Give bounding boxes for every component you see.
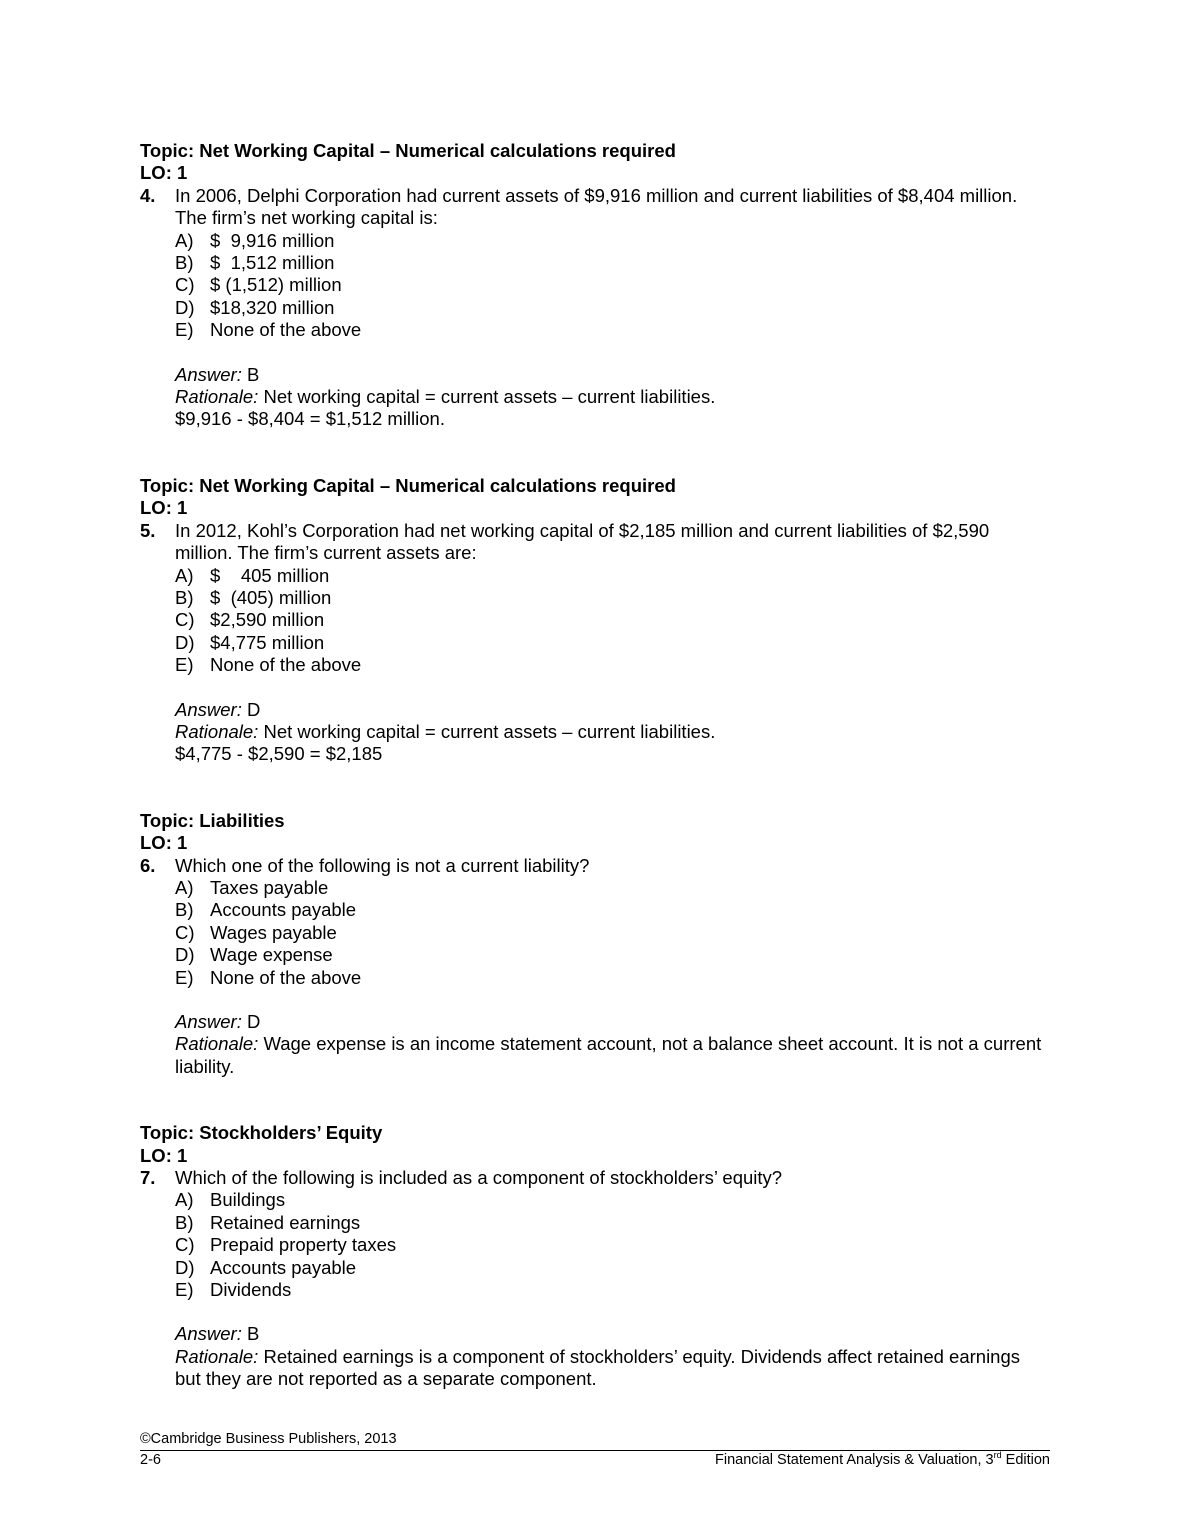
answer-value: B	[246, 1323, 260, 1345]
option-text: Wage expense	[210, 944, 333, 966]
option-text: Dividends	[210, 1279, 292, 1301]
question-number: 6.	[140, 854, 156, 876]
answer-label: Answer:	[175, 1011, 242, 1032]
question-text: In 2006, Delphi Corporation had current assets of $9,916 million and current liabilities of $8,404 million. The firm’s net working capital is:	[175, 184, 1018, 229]
option-e	[175, 1279, 1050, 1301]
option-text: $ (405) million	[210, 586, 332, 608]
option-e	[175, 967, 1050, 989]
copyright-notice: ©Cambridge Business Publishers, 2013	[140, 1431, 397, 1447]
option-list	[175, 1189, 1050, 1301]
option-b	[175, 252, 1050, 274]
option-text: None of the above	[210, 654, 362, 676]
answer-line	[175, 1323, 1050, 1345]
option-letter: B)	[175, 1211, 194, 1233]
page-number: 2-6	[140, 1452, 161, 1468]
option-text: Accounts payable	[210, 1256, 357, 1278]
question-stem	[140, 855, 1050, 877]
option-list	[175, 230, 1050, 342]
option-letter: B)	[175, 252, 194, 274]
option-text: $ 9,916 million	[210, 229, 335, 251]
question-number: 7.	[140, 1167, 156, 1189]
option-letter: C)	[175, 274, 195, 296]
answer-label: Answer:	[175, 698, 242, 720]
option-letter: C)	[175, 1234, 195, 1256]
answer-value: B	[246, 363, 260, 385]
answer-block	[175, 364, 1050, 431]
option-list	[175, 877, 1050, 989]
option-letter: D)	[175, 296, 195, 318]
learning-objective: LO: 1	[140, 497, 188, 519]
option-d	[175, 944, 1050, 966]
rationale-text: Net working capital = current assets – current liabilities.	[263, 720, 716, 742]
rationale-label: Rationale:	[175, 720, 259, 742]
question-7	[140, 1122, 1050, 1390]
option-c	[175, 1234, 1050, 1256]
rationale-label: Rationale:	[175, 1033, 259, 1055]
option-b	[175, 899, 1050, 921]
option-letter: B)	[175, 899, 194, 921]
answer-line	[175, 699, 1050, 721]
option-text: $18,320 million	[210, 296, 335, 318]
option-letter: C)	[175, 609, 195, 631]
topic-heading: Topic: Liabilities	[140, 809, 285, 831]
option-letter: E)	[175, 1279, 194, 1301]
option-letter: E)	[175, 319, 194, 341]
option-text: $4,775 million	[210, 631, 325, 653]
answer-block	[175, 699, 1050, 766]
edition-suffix: Edition	[1001, 1452, 1050, 1468]
question-stem	[140, 1167, 1050, 1189]
option-letter: C)	[175, 921, 195, 943]
option-letter: E)	[175, 966, 194, 988]
rationale-line	[175, 386, 1050, 408]
topic-heading: Topic: Net Working Capital – Numerical calculations required	[140, 474, 676, 496]
learning-objective: LO: 1	[140, 1144, 188, 1166]
option-letter: A)	[175, 229, 194, 251]
option-d	[175, 1257, 1050, 1279]
question-5	[140, 475, 1050, 766]
option-letter: B)	[175, 586, 194, 608]
option-text: $ 405 million	[210, 564, 330, 586]
book-title	[715, 1451, 1050, 1469]
option-b	[175, 587, 1050, 609]
option-d	[175, 297, 1050, 319]
footer-row	[140, 1451, 1050, 1469]
option-text: $ 1,512 million	[210, 252, 335, 274]
option-e	[175, 654, 1050, 676]
option-letter: D)	[175, 631, 195, 653]
topic-heading: Topic: Stockholders’ Equity	[140, 1122, 383, 1144]
learning-objective: LO: 1	[140, 162, 188, 184]
answer-line	[175, 364, 1050, 386]
question-6	[140, 810, 1050, 1078]
option-letter: D)	[175, 1256, 195, 1278]
page-footer	[140, 1430, 1050, 1469]
rationale-text: Net working capital = current assets – current liabilities.	[263, 386, 716, 408]
option-a	[175, 565, 1050, 587]
option-text: $2,590 million	[210, 609, 325, 631]
rationale-label: Rationale:	[175, 386, 259, 408]
rationale-label: Rationale:	[175, 1345, 259, 1367]
answer-label: Answer:	[175, 363, 242, 385]
question-stem	[140, 520, 1050, 565]
option-letter: A)	[175, 564, 194, 586]
answer-value: D	[246, 698, 261, 720]
option-text: None of the above	[210, 966, 362, 988]
option-list	[175, 565, 1050, 677]
calculation-line: $4,775 - $2,590 = $2,185	[175, 743, 383, 765]
question-number: 5.	[140, 519, 156, 541]
rationale-line	[175, 1033, 1050, 1078]
rationale-line	[175, 721, 1050, 743]
option-text: Buildings	[210, 1189, 286, 1211]
option-a	[175, 230, 1050, 252]
option-a	[175, 877, 1050, 899]
option-text: Prepaid property taxes	[210, 1234, 397, 1256]
question-number: 4.	[140, 184, 156, 206]
option-letter: D)	[175, 944, 195, 966]
option-d	[175, 632, 1050, 654]
rationale-text: Wage expense is an income statement account, not a balance sheet account. It is not a current liability.	[175, 1033, 1042, 1077]
edition-superscript: rd	[993, 1450, 1002, 1461]
answer-line	[175, 1011, 1050, 1033]
option-e	[175, 319, 1050, 341]
question-text: Which of the following is included as a component of stockholders’ equity?	[175, 1167, 783, 1189]
rationale-line	[175, 1346, 1050, 1391]
question-list	[140, 140, 1050, 1435]
topic-heading: Topic: Net Working Capital – Numerical calculations required	[140, 140, 676, 161]
option-text: None of the above	[210, 319, 362, 341]
option-a	[175, 1189, 1050, 1211]
option-text: $ (1,512) million	[210, 274, 342, 296]
option-letter: A)	[175, 1189, 194, 1211]
answer-block	[175, 1011, 1050, 1078]
option-c	[175, 274, 1050, 296]
answer-value: D	[246, 1011, 261, 1032]
option-letter: E)	[175, 654, 194, 676]
option-c	[175, 922, 1050, 944]
option-text: Taxes payable	[210, 876, 329, 898]
calculation-line: $9,916 - $8,404 = $1,512 million.	[175, 408, 445, 430]
option-b	[175, 1212, 1050, 1234]
book-title-text: Financial Statement Analysis & Valuation, 3	[715, 1452, 994, 1468]
learning-objective: LO: 1	[140, 832, 188, 854]
option-text: Accounts payable	[210, 899, 357, 921]
option-letter: A)	[175, 876, 194, 898]
question-text: Which one of the following is not a current liability?	[175, 854, 590, 876]
question-4	[140, 140, 1050, 431]
rationale-text: Retained earnings is a component of stockholders’ equity. Dividends affect retained earnings but they are not reported as a separate component.	[175, 1345, 1021, 1390]
answer-block	[175, 1323, 1050, 1390]
option-c	[175, 609, 1050, 631]
question-text: In 2012, Kohl’s Corporation had net working capital of $2,185 million and current liabilities of $2,590 million. The firm’s current assets are:	[175, 519, 990, 564]
question-stem	[140, 185, 1050, 230]
answer-label: Answer:	[175, 1323, 242, 1345]
option-text: Retained earnings	[210, 1211, 361, 1233]
option-text: Wages payable	[210, 921, 337, 943]
